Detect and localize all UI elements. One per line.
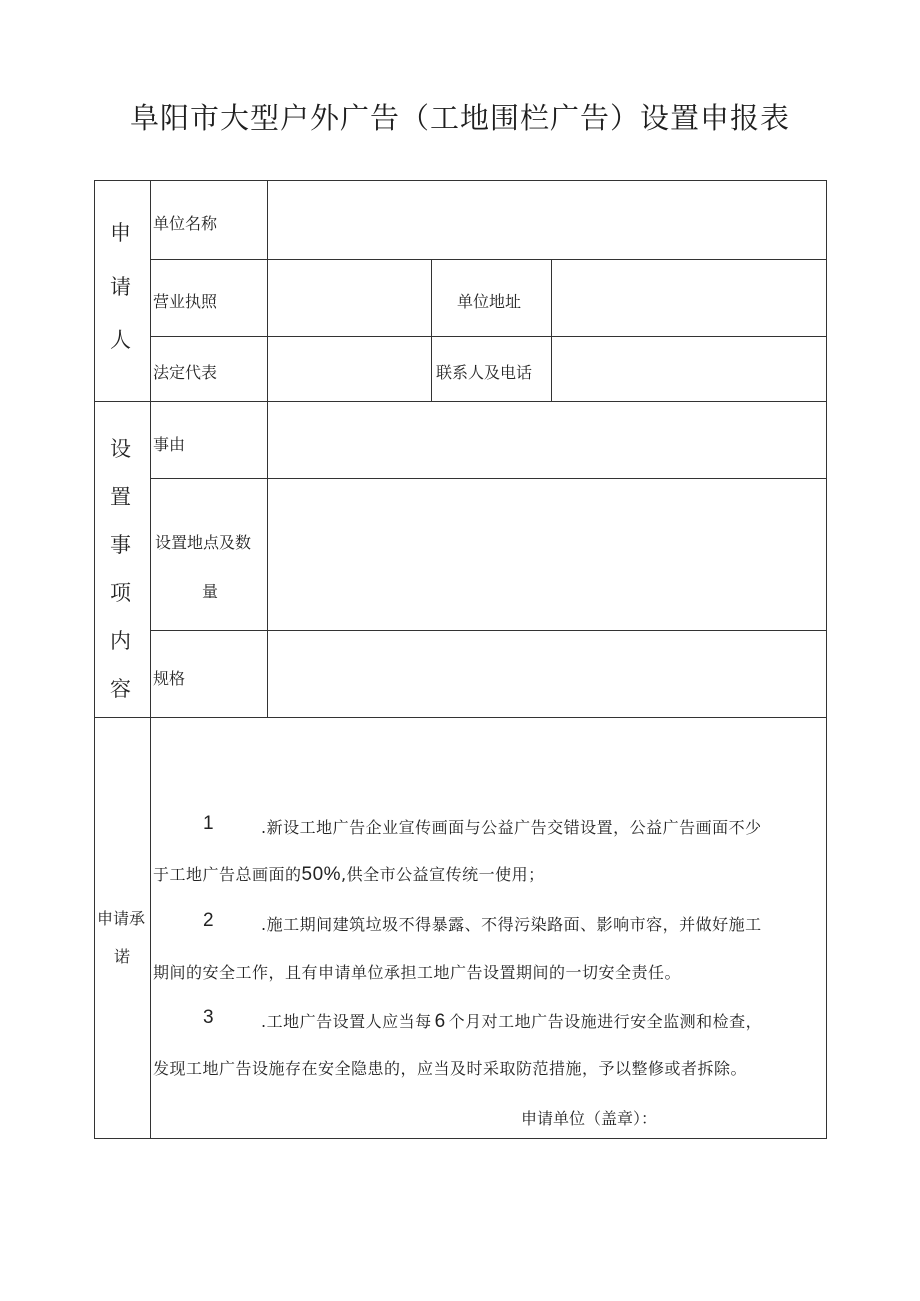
reason-label: 事由	[153, 435, 186, 454]
section-divider	[94, 717, 827, 718]
row-divider	[151, 630, 827, 631]
commitment-section-label: 申请承	[97, 909, 146, 928]
commitment-item-text: .施工期间建筑垃圾不得暴露、不得污染路面、影响市容，并做好施工	[261, 915, 762, 934]
location-quantity-label: 设置地点及数	[155, 533, 252, 552]
table-bottom-border	[94, 1138, 827, 1139]
commitment-item-number: 2	[203, 910, 214, 931]
setup-section-char: 置	[110, 485, 131, 509]
table-right-border	[826, 180, 827, 1139]
table-top-border	[94, 180, 827, 181]
contact-phone-label: 联系人及电话	[436, 363, 533, 382]
unit-address-label: 单位地址	[457, 292, 522, 311]
applicant-section-char: 人	[110, 328, 131, 352]
commitment-item-number: 3	[203, 1007, 214, 1028]
specification-label: 规格	[153, 669, 186, 688]
column-divider	[431, 259, 432, 402]
row-divider	[151, 336, 827, 337]
table-left-border	[94, 180, 95, 1139]
commitment-item-number: 1	[203, 813, 214, 834]
applicant-seal-label: 申请单位（盖章）：	[521, 1109, 658, 1128]
row-divider	[151, 259, 827, 260]
page-title: 阜阳市大型户外广告（工地围栏广告）设置申报表	[129, 101, 790, 135]
commitment-item-text: 于工地广告总画面的50%,供全市公益宣传统一使用；	[153, 864, 545, 885]
column-divider	[551, 259, 552, 402]
legal-representative-label: 法定代表	[153, 363, 218, 382]
commitment-item-text: 发现工地广告设施存在安全隐患的，应当及时采取防范措施，予以整修或者拆除。	[153, 1059, 748, 1078]
applicant-section-char: 申	[110, 221, 131, 245]
setup-section-char: 项	[110, 581, 131, 605]
column-divider	[267, 180, 268, 718]
setup-section-char: 内	[110, 629, 131, 653]
commitment-item-text: .工地广告设置人应当每 6 个月对工地广告设施进行安全监测和检查，	[261, 1011, 763, 1032]
setup-section-char: 事	[110, 533, 131, 557]
setup-section-char: 容	[110, 677, 131, 701]
unit-name-label: 单位名称	[153, 214, 218, 233]
setup-section-char: 设	[110, 437, 131, 461]
column-divider	[150, 180, 151, 1139]
section-divider	[94, 401, 827, 402]
commitment-section-label-cont: 诺	[114, 947, 131, 966]
commitment-item-text: 期间的安全工作，且有申请单位承担工地广告设置期间的一切安全责任。	[153, 963, 682, 982]
applicant-section-char: 请	[110, 275, 131, 299]
row-divider	[151, 478, 827, 479]
business-license-label: 营业执照	[153, 292, 218, 311]
location-quantity-label-cont: 量	[202, 582, 219, 601]
commitment-item-text: .新设工地广告企业宣传画面与公益广告交错设置，公益广告画面不少	[261, 818, 762, 837]
